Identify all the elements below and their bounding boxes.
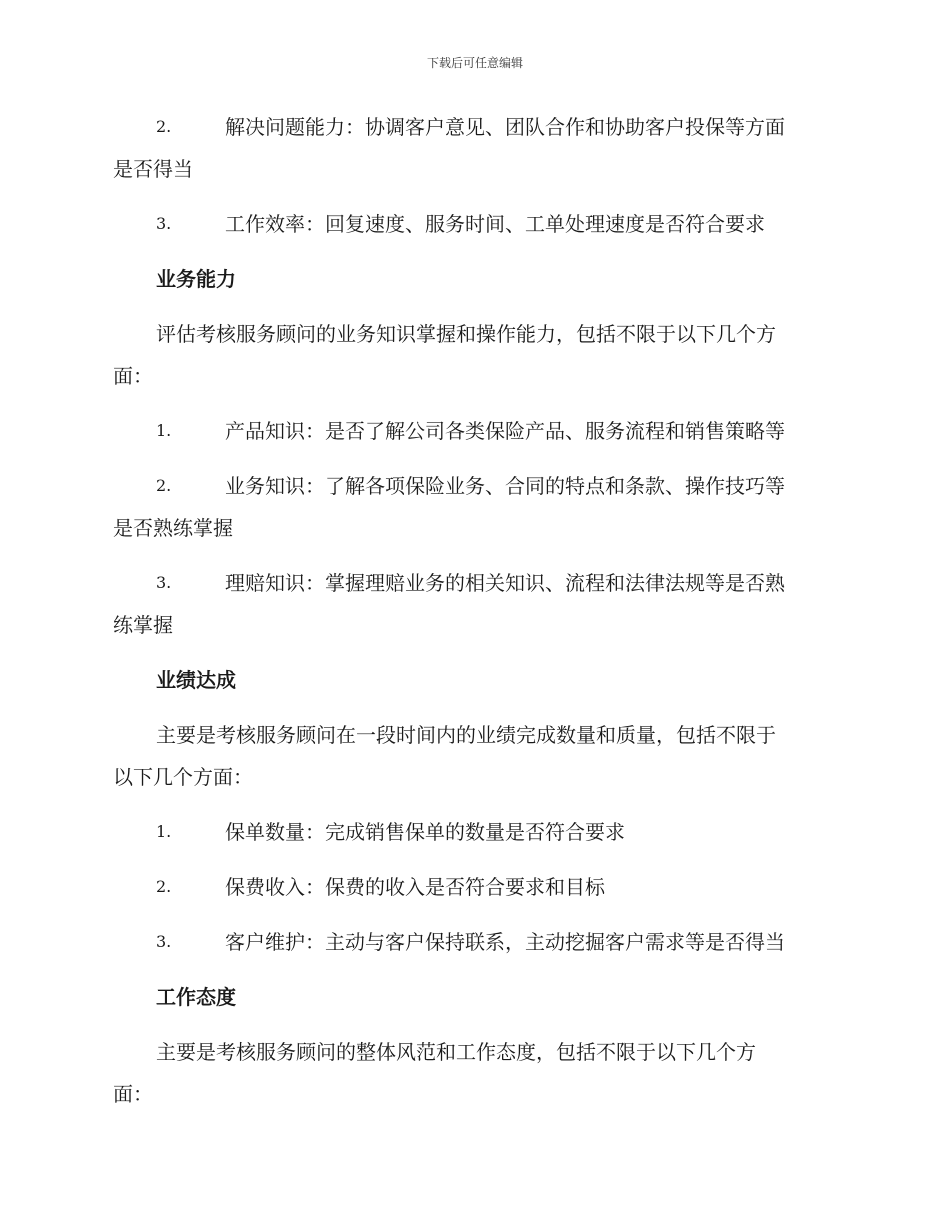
list-number: 2. — [156, 117, 172, 136]
list-number: 3. — [156, 573, 172, 592]
list-number: 1. — [156, 822, 172, 841]
list-number: 2. — [156, 877, 172, 896]
page-header: 下载后可任意编辑 — [426, 56, 523, 70]
section-heading: 业务能力 — [156, 267, 236, 291]
list-text: 工作效率：回复速度、服务时间、工单处理速度是否符合要求 — [225, 212, 765, 236]
list-text-continuation: 是否得当 — [113, 157, 193, 181]
list-text-continuation: 练掌握 — [113, 613, 173, 637]
list-number: 1. — [156, 421, 172, 440]
list-text: 理赔知识：掌握理赔业务的相关知识、流程和法律法规等是否熟 — [225, 571, 785, 595]
list-text: 解决问题能力：协调客户意见、团队合作和协助客户投保等方面 — [225, 115, 785, 139]
list-number: 3. — [156, 932, 172, 951]
list-number: 3. — [156, 214, 172, 233]
section-heading: 工作态度 — [156, 985, 236, 1009]
list-text: 保单数量：完成销售保单的数量是否符合要求 — [225, 820, 625, 844]
paragraph-text-continuation: 面： — [113, 364, 153, 388]
list-number: 2. — [156, 476, 172, 495]
list-text: 产品知识：是否了解公司各类保险产品、服务流程和销售策略等 — [225, 419, 785, 443]
list-text-continuation: 是否熟练掌握 — [113, 516, 233, 540]
list-text: 保费收入：保费的收入是否符合要求和目标 — [225, 875, 605, 899]
paragraph-text: 评估考核服务顾问的业务知识掌握和操作能力，包括不限于以下几个方 — [156, 322, 776, 346]
paragraph-text-continuation: 面： — [113, 1082, 153, 1106]
list-text: 客户维护：主动与客户保持联系，主动挖掘客户需求等是否得当 — [225, 930, 785, 954]
list-text: 业务知识：了解各项保险业务、合同的特点和条款、操作技巧等 — [225, 474, 785, 498]
paragraph-text: 主要是考核服务顾问的整体风范和工作态度，包括不限于以下几个方 — [156, 1040, 756, 1064]
paragraph-text: 主要是考核服务顾问在一段时间内的业绩完成数量和质量，包括不限于 — [156, 723, 776, 747]
paragraph-text-continuation: 以下几个方面： — [113, 765, 253, 789]
section-heading: 业绩达成 — [156, 668, 236, 692]
